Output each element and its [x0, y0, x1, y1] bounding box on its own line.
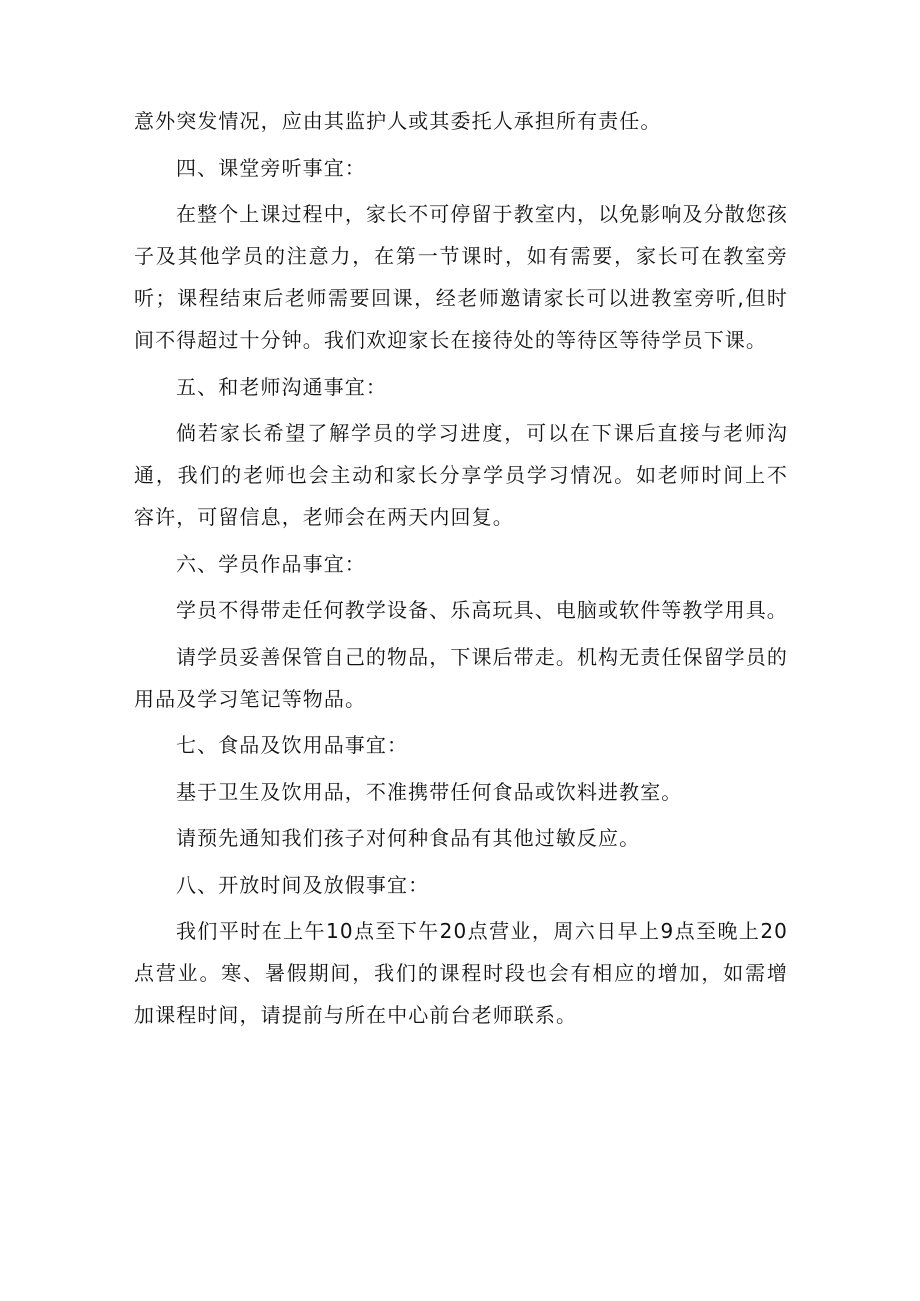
- paragraph-hours: 我们平时在上午10点至下午20点营业，周六日早上9点至晚上20点营业。寒、暑假期间，我们的课程时段也会有相应的增加，如需增加课程时间，请提前与所在中心前台老师联系。: [134, 919, 788, 1027]
- section-heading-5: 五、和老师沟通事宜：: [176, 374, 387, 399]
- section-heading-4: 四、课堂旁听事宜：: [176, 155, 366, 180]
- section-heading-7: 七、食品及饮用品事宜：: [176, 733, 409, 757]
- paragraph-belongings: 请学员妥善保管自己的物品，下课后带走。机构无责任保留学员的用品及学习笔记等物品。: [134, 644, 788, 711]
- paragraph-allergy: 请预先通知我们孩子对何种食品有其他过敏反应。: [176, 826, 641, 850]
- paragraph-food: 基于卫生及饮用品，不准携带任何食品或饮料进教室。: [176, 779, 683, 804]
- paragraph-communication: 倘若家长希望了解学员的学习进度，可以在下课后直接与老师沟通，我们的老师也会主动和家长分享学员学习情况。如老师时间上不容许，可留信息，老师会在两天内回复。: [134, 421, 788, 529]
- section-heading-8: 八、开放时间及放假事宜：: [176, 872, 430, 897]
- paragraph-continuation: 意外突发情况，应由其监护人或其委托人承担所有责任。: [134, 109, 662, 133]
- paragraph-observation: 在整个上课过程中，家长不可停留于教室内，以免影响及分散您孩子及其他学员的注意力，在第一节课时，如有需要，家长可在教室旁听；课程结束后老师需要回课，经老师邀请家长可以进教室旁听,但时间不得超过十分钟。我们欢迎家长在接待处的等待区等待学员下课。: [134, 202, 788, 352]
- document-body: [134, 100, 788, 1041]
- section-heading-6: 六、学员作品事宜：: [176, 551, 366, 576]
- paragraph-equipment: 学员不得带走任何教学设备、乐高玩具、电脑或软件等教学用具。: [176, 598, 788, 622]
